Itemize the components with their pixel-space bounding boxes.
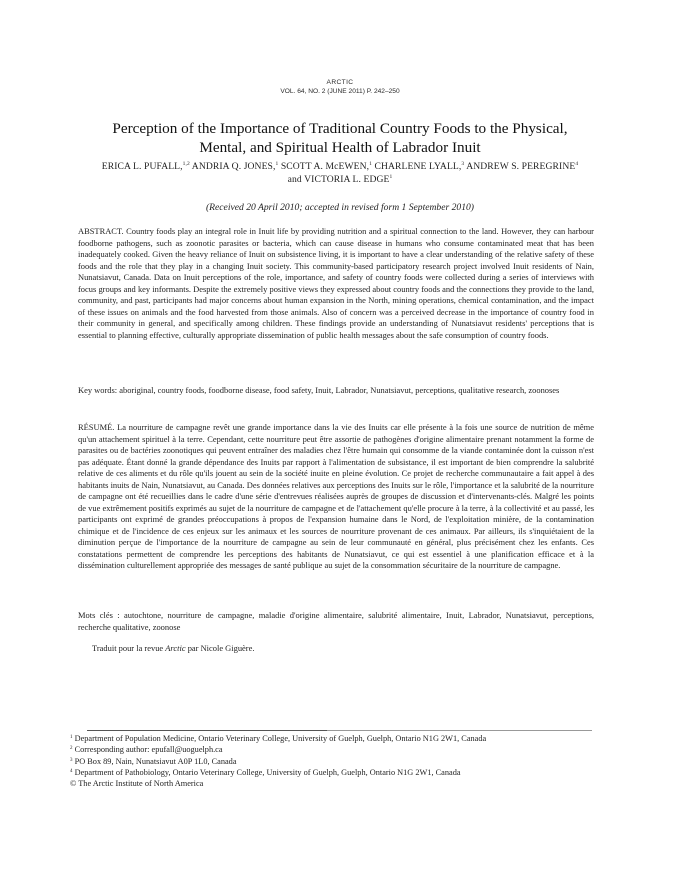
authors-line-1 [40, 161, 640, 174]
footnote-mark: 3 [70, 757, 73, 763]
received-dates: (Received 20 April 2010; accepted in revised form 1 September 2010) [205, 202, 474, 213]
author-name: ERICA L. PUFALL, [101, 161, 183, 172]
footnote [70, 756, 610, 767]
footnote [70, 767, 610, 778]
footnote-text: Department of Population Medicine, Ontario Veterinary College, University of Guelph, Guelph, Ontario N1G 2W1, Canada [74, 734, 487, 743]
footnote-text: Department of Pathobiology, Ontario Veterinary College, University of Guelph, Guelph, Ontario N1G 2W1, Canada [74, 767, 461, 777]
abstract-paragraph: ABSTRACT. Country foods play an integral role in Inuit life by providing nutrition and a spiritual connection to the land. However, they can harbour foodborne pathogens, such as zoonotic parasites or bacteria, which can cause disease in humans who consume contaminated meat that has been inadequately cooked. Given the heavy reliance of Inuit on subsistence living, it is important to have a clear understanding of the relative safety of these foods and the role that they play in a changing Inuit society. This community-based participatory research project involved Inuit residents of Nain, Nunatsiavut, Canada. Data on Inuit perceptions of the role, importance, and safety of country foods were collected during a series of interviews with focus groups and key informants. Despite the extremely positive views they expressed about country foods and the connections they provide to the land, community, and past, participants had major concerns about human expansion in the North, mining operations, chemical contamination, and the impact of these issues on animals and the food harvested from those animals. Also of concern was a perceived decrease in the importance of country food in their community in general, and specifically among children. These findings provide an understanding of Nunatsiavut residents' perceptions that is essential to planning effective, culturally appropriate dissemination of public health messages about the safe consumption of country foods. [78, 226, 594, 340]
footnote-mark: 1 [70, 735, 73, 740]
author-affiliation: 1 [275, 161, 279, 167]
translator-journal: Arctic [165, 643, 186, 653]
footnote-mark: 2 [70, 746, 73, 752]
author-affiliation: 3 [461, 161, 465, 167]
translator-credit [92, 643, 254, 655]
author-affiliation: 1 [369, 161, 372, 167]
article-title [80, 119, 600, 157]
footnote [70, 744, 610, 755]
title-line-2: Mental, and Spiritual Health of Labrador Inuit [199, 139, 481, 156]
journal-name: ARCTIC [326, 79, 354, 86]
author-affiliation: 1 [389, 173, 393, 180]
author-affiliation: 4 [575, 161, 579, 167]
author-name: ANDRIA Q. JONES, [191, 161, 276, 172]
author-affiliation: 1,2 [182, 161, 190, 167]
author-name: ANDREW S. PEREGRINE [466, 161, 576, 172]
title-line-1: Perception of the Importance of Traditional Country Foods to the Physical, [112, 120, 568, 137]
author-list [40, 161, 640, 186]
footnote-mark: 4 [70, 768, 73, 774]
author-name: CHARLENE LYALL, [374, 161, 462, 172]
author-name: SCOTT A. McEWEN, [280, 161, 370, 172]
footnote-divider-thin [327, 730, 592, 731]
footnotes [70, 733, 610, 789]
authors-line-2 [40, 174, 640, 187]
footnote-text: PO Box 89, Nain, Nunatsiavut A0P 1L0, Canada [74, 756, 237, 766]
journal-volume: VOL. 64, NO. 2 (JUNE 2011) P. 242–250 [280, 88, 400, 95]
keywords: Key words: aboriginal, country foods, foodborne disease, food safety, Inuit, Labrador, Nunatsiavut, perceptions, qualitative research, zoonoses [78, 385, 560, 395]
translator-prefix: Traduit pour la revue [92, 643, 166, 653]
journal-header [0, 78, 680, 96]
footnote-divider [87, 730, 327, 731]
translator-suffix: par Nicole Giguère. [185, 643, 255, 653]
copyright [70, 778, 610, 789]
resume-paragraph: RÉSUMÉ. La nourriture de campagne revêt une grande importance dans la vie des Inuits car elle présente à la fois une source de nutrition de même qu'un attachement spirituel à la terre. Cependant, cette nourriture peut être assortie de pathogènes d'origine alimentaire prenant notamment la forme de parasites ou de bactéries zoonotiques qui peuvent entraîner des maladies chez l'être humain qui consomme de la viande contaminée dont la cuisson n'est pas adéquate. Étant donné la grande dépendance des Inuits par rapport à l'alimentation de subsistance, il est important de bien comprendre la salubrité relative de ces aliments et du rôle qu'ils jouent au sein de la société inuite en pleine évolution. Ce projet de recherche communautaire a fait appel à des habitants inuits de Nain, Nunatsiavut, au Canada. Des données relatives aux perceptions des Inuits sur le rôle, l'importance et la salubrité de la nourriture de campagne ont été recueillies dans le cadre d'une série d'entrevues réalisées auprès de groupes de discussion et d'intervenants-clés. Malgré les points de vue extrêmement positifs exprimés au sujet de la nourriture de campagne et de l'attachement qu'elle procure à la terre, à la collectivité et au passé, les participants ont exprimé de grandes préoccupations à propos de l'expansion humaine dans le Nord, de l'exploitation minière, de la contamination chimique et de l'incidence de ces enjeux sur les animaux et les sources de nourriture provenant de ces animaux. Par ailleurs, ils s'inquiétaient de la diminution perçue de l'importance de la nourriture de campagne au sein de leur communauté en général, plus précisément chez les enfants. Ces constatations permettent de comprendre les perceptions des habitants de Nunatsiavut, ce qui est essentiel à une planification efficace et à la dissémination culturellement appropriée des messages de santé publique au sujet de la consommation sécuritaire de la nourriture de campagne. [78, 422, 594, 570]
copyright-text: © The Arctic Institute of North America [70, 779, 204, 789]
footnote [70, 733, 610, 744]
mots-cles: Mots clés : autochtone, nourriture de campagne, maladie d'origine alimentaire, salubrité alimentaire, Inuit, Labrador, Nunatsiavut, perceptions, recherche qualitative, zoonose [78, 610, 594, 632]
author-name: and VICTORIA L. EDGE [287, 173, 390, 185]
footnote-text: Corresponding author: epufall@uoguelph.ca [74, 745, 223, 755]
